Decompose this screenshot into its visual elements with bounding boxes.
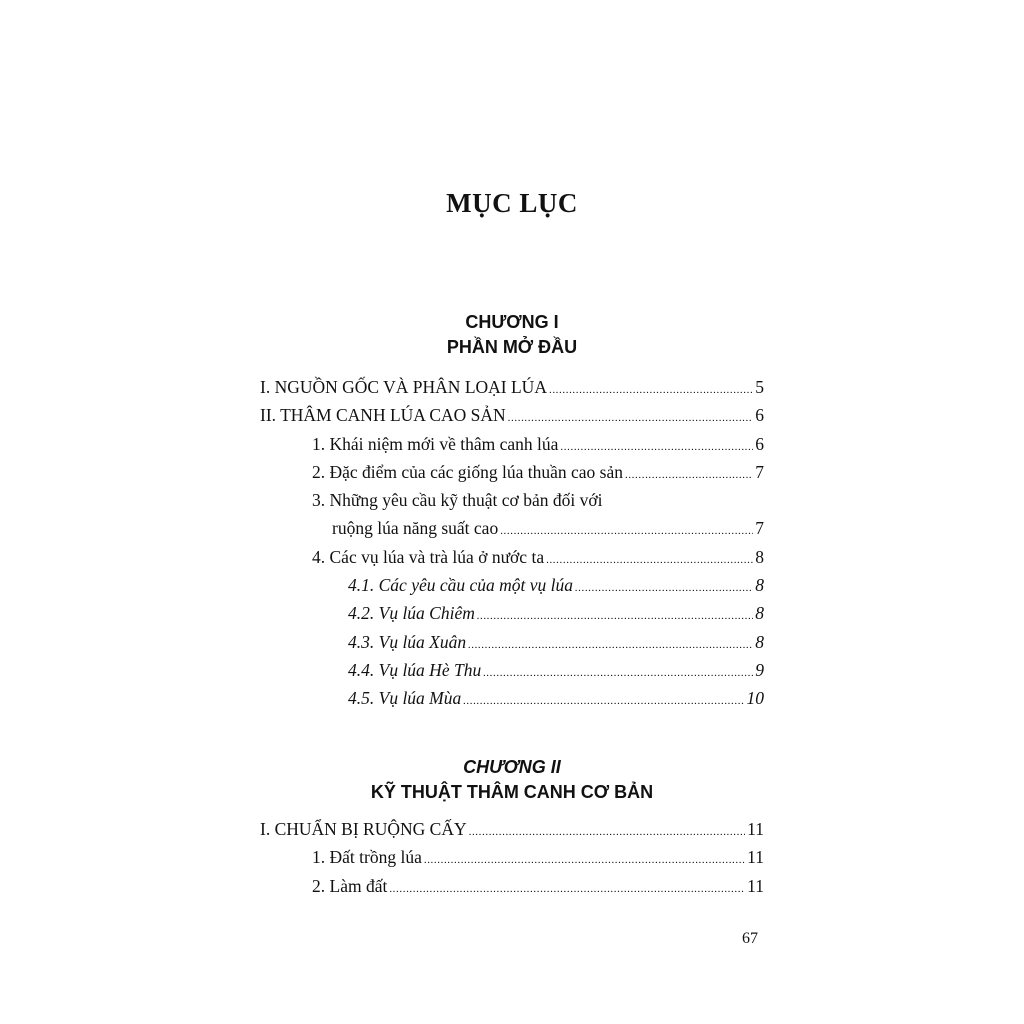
chapter-1-name: PHẦN MỞ ĐẦU: [446, 337, 578, 357]
dot-leader: [389, 875, 745, 903]
toc-entry: II. THÂM CANH LÚA CAO SẢN ..... 6: [260, 401, 764, 429]
toc-entry: 2. Đặc điểm của các giống lúa thuần cao sản ..... 7: [260, 458, 764, 486]
dot-leader: [500, 517, 753, 545]
dot-leader: [468, 631, 753, 659]
page-number: 67: [742, 930, 758, 947]
toc-entry: 4.2. Vụ lúa Chiêm ..... 8: [260, 599, 764, 627]
dot-leader: [549, 376, 753, 404]
chapter-1-toc: [260, 373, 764, 713]
dot-leader: [575, 574, 753, 602]
dot-leader: [424, 846, 745, 874]
dot-leader: [477, 602, 753, 630]
toc-entry: ruộng lúa năng suất cao ..... 7: [260, 514, 764, 542]
chapter-2-heading: [0, 755, 1024, 805]
toc-entry: 4.5. Vụ lúa Mùa ..... 10: [260, 684, 764, 712]
toc-entry: 4.4. Vụ lúa Hè Thu ..... 9: [260, 656, 764, 684]
toc-entry: 4. Các vụ lúa và trà lúa ở nước ta ..... 8: [260, 543, 764, 571]
page-title: MỤC LỤC: [446, 188, 578, 218]
chapter-1-heading: [0, 310, 1024, 360]
toc-entry: 1. Khái niệm mới về thâm canh lúa ..... 6: [260, 430, 764, 458]
chapter-2-label: CHƯƠNG II: [463, 757, 561, 777]
dot-leader: [469, 818, 746, 846]
toc-entry: 2. Làm đất ..... 11: [260, 872, 764, 900]
dot-leader: [625, 461, 753, 489]
dot-leader: [463, 687, 744, 715]
toc-entry: 1. Đất trồng lúa ..... 11: [260, 843, 764, 871]
chapter-2-toc: [260, 815, 764, 900]
chapter-1-label: CHƯƠNG I: [465, 312, 559, 332]
dot-leader: [560, 433, 753, 461]
toc-entry: I. CHUẨN BỊ RUỘNG CẤY ..... 11: [260, 815, 764, 843]
toc-entry: 3. Những yêu cầu kỹ thuật cơ bản đối với: [312, 490, 603, 511]
dot-leader: [546, 546, 753, 574]
dot-leader: [483, 659, 753, 687]
toc-entry: 4.1. Các yêu cầu của một vụ lúa ..... 8: [260, 571, 764, 599]
toc-entry: 4.3. Vụ lúa Xuân ..... 8: [260, 628, 764, 656]
chapter-2-name: KỸ THUẬT THÂM CANH CƠ BẢN: [370, 782, 654, 802]
toc-entry: I. NGUỒN GỐC VÀ PHÂN LOẠI LÚA ..... 5: [260, 373, 764, 401]
dot-leader: [508, 404, 754, 432]
